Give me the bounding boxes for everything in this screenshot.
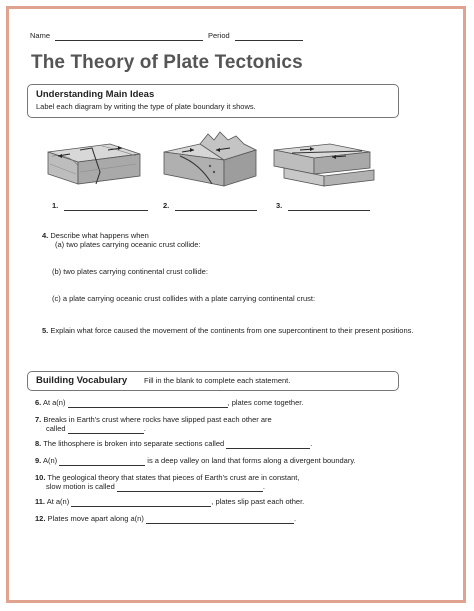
answer-field-2[interactable] [175, 202, 257, 211]
question-5-number: 5. [42, 326, 49, 335]
vocab-text: , plates come together. [227, 398, 304, 407]
diagram-answer-1 [52, 201, 148, 211]
vocab-item-8 [35, 439, 312, 449]
diagram-2 [160, 130, 260, 194]
vocab-item-6 [35, 398, 303, 408]
vocab-text: . [293, 514, 297, 523]
vocab-text: , plates slip past each other. [211, 497, 305, 506]
question-4-number: 4. [42, 231, 49, 240]
vocab-text: . [143, 424, 146, 433]
question-5 [42, 326, 413, 336]
vocab-item-12 [35, 514, 296, 524]
vocab-blank-12[interactable] [146, 514, 297, 524]
vocab-text: At a(n) [42, 398, 66, 407]
question-4a: (a) two plates carrying oceanic crust collide: [55, 240, 201, 249]
vocab-blank-6[interactable] [68, 399, 228, 408]
name-row [30, 31, 203, 41]
vocab-text: . [262, 482, 265, 491]
question-4-text: Describe what happens when [50, 231, 149, 240]
understanding-instruction: Label each diagram by writing the type of plate boundary it shows. [36, 102, 256, 111]
vocabulary-instruction: Fill in the blank to complete each statement. [144, 376, 291, 385]
vocab-blank-11[interactable] [71, 498, 211, 507]
page-title: The Theory of Plate Tectonics [31, 52, 303, 73]
vocab-text: slow motion is called [46, 482, 115, 491]
understanding-box [27, 84, 399, 118]
vocab-blank-9[interactable] [59, 457, 145, 466]
vocab-text: called [46, 424, 66, 433]
vocab-blank-10[interactable] [117, 483, 263, 492]
vocab-number: 10. [35, 473, 46, 482]
vocab-text: At a(n) [46, 497, 70, 506]
name-label: Name [30, 31, 51, 40]
diagram-1 [40, 132, 150, 190]
vocab-blank-7[interactable] [68, 425, 144, 434]
vocab-number: 7. [35, 415, 42, 424]
vocab-blank-8[interactable] [226, 439, 313, 449]
vocab-text: The lithosphere is broken into separate sections called [43, 439, 225, 448]
vocab-item-9 [35, 456, 356, 466]
vocab-number: 9. [35, 456, 42, 465]
diagram-label-1: 1. [52, 201, 59, 210]
diagram-answer-2 [163, 201, 257, 211]
answer-field-1[interactable] [64, 202, 148, 211]
vocab-item-11 [35, 497, 304, 507]
question-5-text: Explain what force caused the movement of the continents from one supercontinent to their present positions. [50, 326, 414, 335]
name-field[interactable] [55, 32, 203, 41]
vocab-number: 12. [35, 514, 46, 523]
question-4c: (c) a plate carrying oceanic crust collides with a plate carrying continental crust: [52, 294, 316, 303]
diagram-label-3: 3. [276, 201, 283, 210]
vocab-number: 6. [35, 398, 42, 407]
vocab-number: 8. [35, 439, 42, 448]
period-row [208, 31, 303, 41]
vocab-item-7-line2 [46, 424, 146, 434]
vocab-text: . [310, 439, 313, 448]
question-4b: (b) two plates carrying continental crust collide: [52, 267, 208, 276]
vocab-text: is a deep valley on land that forms along a divergent boundary. [147, 456, 356, 465]
vocabulary-title: Building Vocabulary [36, 375, 128, 386]
vocab-text: Breaks in Earth’s crust where rocks have slipped past each other are [43, 415, 272, 424]
diagram-label-2: 2. [163, 201, 170, 210]
period-label: Period [208, 31, 230, 40]
vocab-text: The geological theory that states that pieces of Earth’s crust are in constant, [47, 473, 300, 482]
answer-field-3[interactable] [288, 202, 370, 211]
diagram-3 [270, 138, 380, 190]
vocab-item-10-line2 [46, 482, 265, 492]
vocab-text: A(n) [42, 456, 58, 465]
vocabulary-box [27, 371, 399, 391]
period-field[interactable] [235, 32, 303, 41]
vocab-text: Plates move apart along a(n) [47, 514, 144, 523]
understanding-title: Understanding Main Ideas [36, 89, 155, 100]
vocab-number: 11. [35, 497, 46, 506]
diagram-answer-3 [276, 201, 370, 211]
